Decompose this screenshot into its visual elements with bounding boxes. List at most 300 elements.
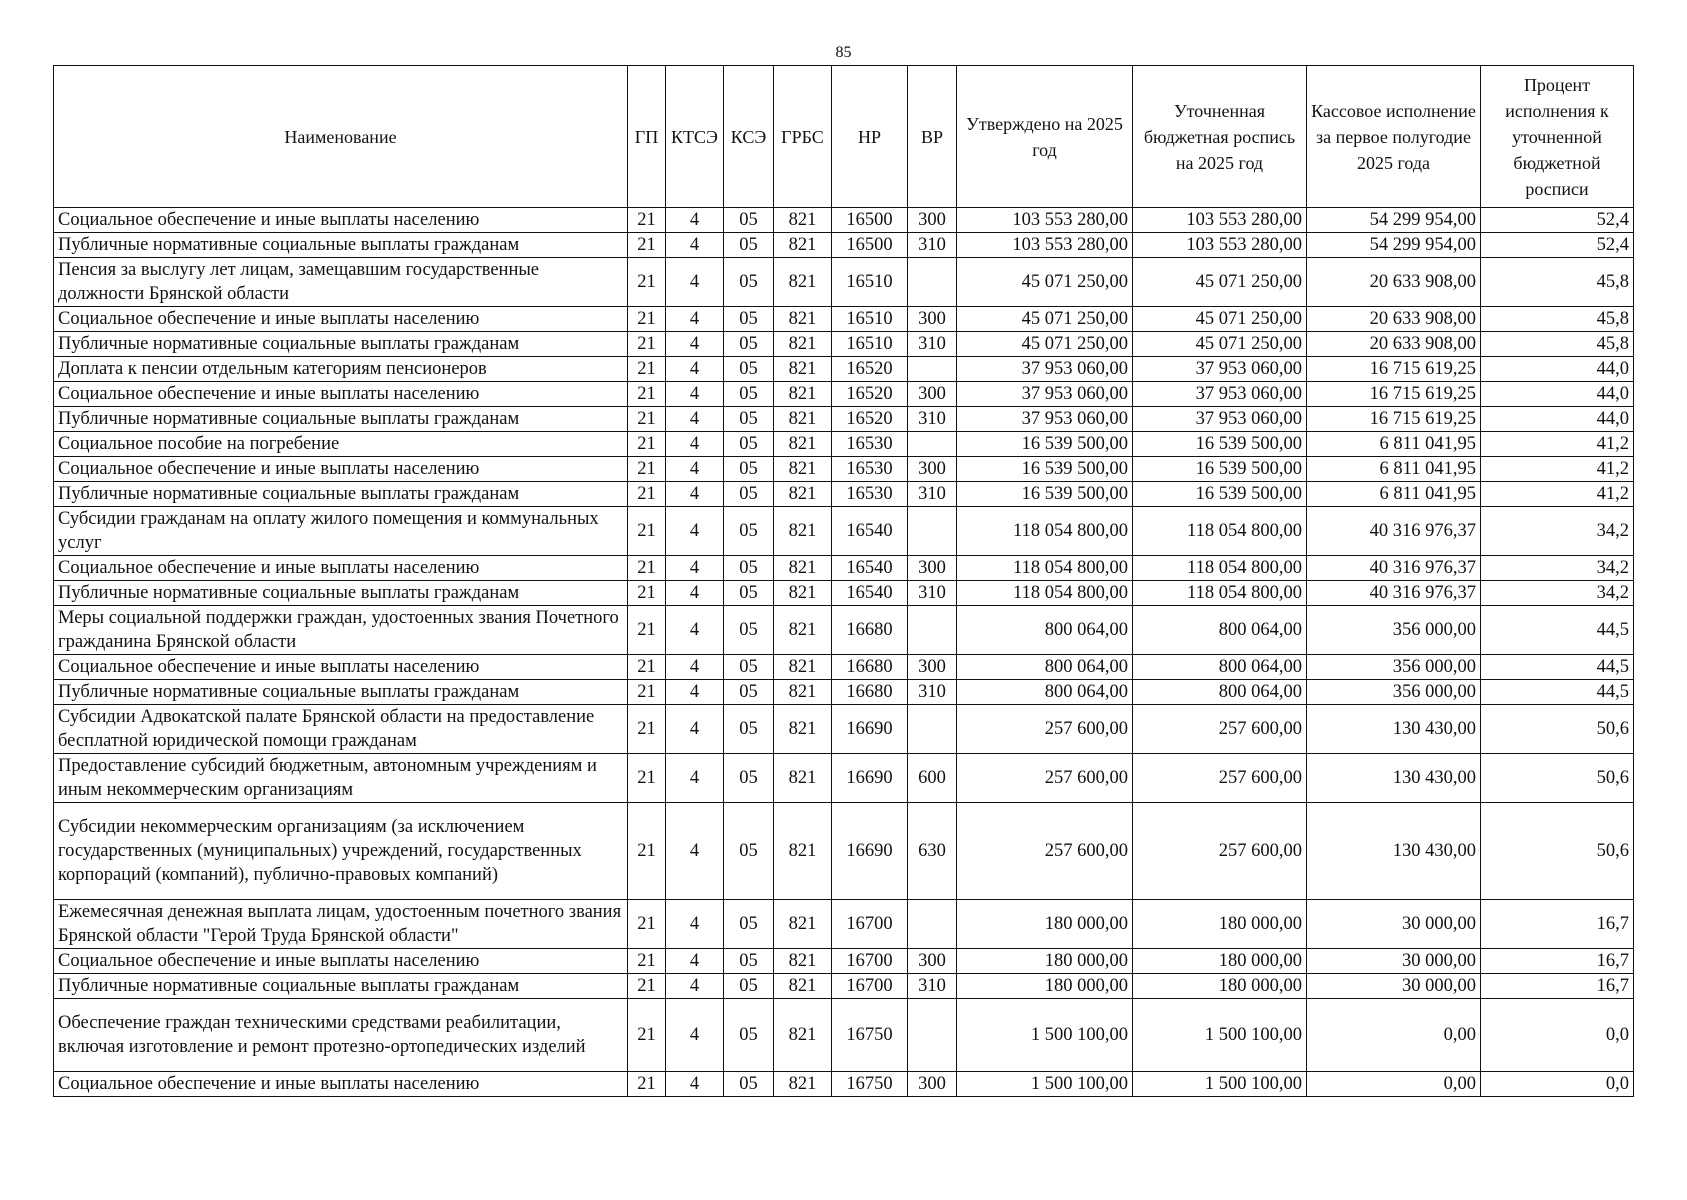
cell-grbs: 821	[774, 432, 832, 457]
cell-name: Социальное пособие на погребение	[54, 432, 628, 457]
header-name: Наименование	[54, 66, 628, 208]
cell-np: 16690	[832, 803, 908, 900]
cell-approved: 257 600,00	[957, 803, 1133, 900]
cell-percent: 34,2	[1481, 581, 1634, 606]
cell-name: Пенсия за выслугу лет лицам, замещавшим государственные должности Брянской области	[54, 258, 628, 307]
cell-vr	[908, 705, 957, 754]
cell-ktse: 4	[666, 507, 724, 556]
cell-vr: 310	[908, 974, 957, 999]
cell-cash: 356 000,00	[1307, 655, 1481, 680]
cell-grbs: 821	[774, 680, 832, 705]
cell-ktse: 4	[666, 233, 724, 258]
cell-np: 16520	[832, 382, 908, 407]
cell-gp: 21	[628, 258, 666, 307]
cell-name: Субсидии Адвокатской палате Брянской области на предоставление бесплатной юридической помощи гражданам	[54, 705, 628, 754]
cell-cash: 40 316 976,37	[1307, 507, 1481, 556]
cell-refined: 257 600,00	[1133, 754, 1307, 803]
cell-approved: 103 553 280,00	[957, 233, 1133, 258]
cell-vr	[908, 507, 957, 556]
table-row	[54, 705, 1634, 754]
cell-cash: 20 633 908,00	[1307, 332, 1481, 357]
cell-name: Социальное обеспечение и иные выплаты населению	[54, 457, 628, 482]
cell-refined: 800 064,00	[1133, 680, 1307, 705]
cell-cash: 20 633 908,00	[1307, 307, 1481, 332]
cell-gp: 21	[628, 754, 666, 803]
table-row	[54, 357, 1634, 382]
table-row	[54, 680, 1634, 705]
cell-grbs: 821	[774, 606, 832, 655]
cell-kse: 05	[724, 357, 774, 382]
table-row	[54, 949, 1634, 974]
cell-refined: 257 600,00	[1133, 705, 1307, 754]
cell-name: Публичные нормативные социальные выплаты гражданам	[54, 233, 628, 258]
cell-percent: 52,4	[1481, 233, 1634, 258]
cell-kse: 05	[724, 900, 774, 949]
cell-kse: 05	[724, 482, 774, 507]
cell-gp: 21	[628, 1072, 666, 1097]
cell-approved: 16 539 500,00	[957, 482, 1133, 507]
cell-ktse: 4	[666, 432, 724, 457]
cell-ktse: 4	[666, 457, 724, 482]
cell-vr: 300	[908, 1072, 957, 1097]
cell-np: 16750	[832, 1072, 908, 1097]
cell-grbs: 821	[774, 1072, 832, 1097]
cell-cash: 54 299 954,00	[1307, 208, 1481, 233]
cell-grbs: 821	[774, 332, 832, 357]
cell-percent: 0,0	[1481, 999, 1634, 1072]
table-row	[54, 900, 1634, 949]
cell-gp: 21	[628, 407, 666, 432]
cell-grbs: 821	[774, 705, 832, 754]
cell-np: 16750	[832, 999, 908, 1072]
cell-np: 16540	[832, 556, 908, 581]
cell-kse: 05	[724, 974, 774, 999]
cell-gp: 21	[628, 357, 666, 382]
cell-percent: 16,7	[1481, 949, 1634, 974]
cell-percent: 45,8	[1481, 307, 1634, 332]
cell-cash: 16 715 619,25	[1307, 382, 1481, 407]
cell-kse: 05	[724, 655, 774, 680]
cell-ktse: 4	[666, 332, 724, 357]
cell-name: Социальное обеспечение и иные выплаты населению	[54, 556, 628, 581]
cell-cash: 16 715 619,25	[1307, 357, 1481, 382]
cell-ktse: 4	[666, 581, 724, 606]
cell-approved: 16 539 500,00	[957, 432, 1133, 457]
cell-gp: 21	[628, 803, 666, 900]
cell-percent: 44,5	[1481, 655, 1634, 680]
cell-ktse: 4	[666, 680, 724, 705]
cell-grbs: 821	[774, 581, 832, 606]
cell-approved: 180 000,00	[957, 974, 1133, 999]
cell-vr: 600	[908, 754, 957, 803]
cell-name: Публичные нормативные социальные выплаты гражданам	[54, 581, 628, 606]
cell-refined: 37 953 060,00	[1133, 357, 1307, 382]
cell-vr: 300	[908, 457, 957, 482]
cell-np: 16700	[832, 900, 908, 949]
cell-grbs: 821	[774, 357, 832, 382]
cell-np: 16510	[832, 332, 908, 357]
cell-kse: 05	[724, 556, 774, 581]
table-row	[54, 803, 1634, 900]
cell-refined: 103 553 280,00	[1133, 233, 1307, 258]
cell-np: 16690	[832, 754, 908, 803]
table-row	[54, 482, 1634, 507]
cell-approved: 45 071 250,00	[957, 258, 1133, 307]
cell-ktse: 4	[666, 803, 724, 900]
cell-name: Социальное обеспечение и иные выплаты населению	[54, 1072, 628, 1097]
cell-grbs: 821	[774, 803, 832, 900]
cell-name: Меры социальной поддержки граждан, удостоенных звания Почетного гражданина Брянской области	[54, 606, 628, 655]
table-row	[54, 606, 1634, 655]
cell-percent: 44,5	[1481, 680, 1634, 705]
cell-cash: 356 000,00	[1307, 606, 1481, 655]
cell-np: 16530	[832, 432, 908, 457]
cell-ktse: 4	[666, 208, 724, 233]
cell-cash: 16 715 619,25	[1307, 407, 1481, 432]
cell-name: Предоставление субсидий бюджетным, автономным учреждениям и иным некоммерческим организациям	[54, 754, 628, 803]
cell-kse: 05	[724, 457, 774, 482]
cell-percent: 44,0	[1481, 382, 1634, 407]
budget-table	[53, 65, 1634, 1097]
cell-refined: 180 000,00	[1133, 974, 1307, 999]
cell-np: 16510	[832, 307, 908, 332]
cell-ktse: 4	[666, 705, 724, 754]
cell-kse: 05	[724, 949, 774, 974]
cell-cash: 30 000,00	[1307, 949, 1481, 974]
cell-np: 16520	[832, 357, 908, 382]
cell-percent: 34,2	[1481, 507, 1634, 556]
cell-kse: 05	[724, 233, 774, 258]
cell-vr	[908, 999, 957, 1072]
cell-approved: 180 000,00	[957, 949, 1133, 974]
cell-gp: 21	[628, 233, 666, 258]
header-cash: Кассовое исполнение за первое полугодие 2025 года	[1307, 66, 1481, 208]
cell-grbs: 821	[774, 208, 832, 233]
cell-ktse: 4	[666, 949, 724, 974]
cell-grbs: 821	[774, 974, 832, 999]
cell-ktse: 4	[666, 900, 724, 949]
cell-grbs: 821	[774, 900, 832, 949]
table-row	[54, 655, 1634, 680]
cell-kse: 05	[724, 307, 774, 332]
cell-np: 16700	[832, 949, 908, 974]
cell-approved: 257 600,00	[957, 754, 1133, 803]
cell-name: Публичные нормативные социальные выплаты гражданам	[54, 332, 628, 357]
cell-cash: 40 316 976,37	[1307, 581, 1481, 606]
cell-cash: 30 000,00	[1307, 974, 1481, 999]
cell-np: 16500	[832, 208, 908, 233]
cell-refined: 103 553 280,00	[1133, 208, 1307, 233]
table-header-row	[54, 66, 1634, 208]
table-row	[54, 556, 1634, 581]
cell-vr: 300	[908, 556, 957, 581]
cell-np: 16680	[832, 606, 908, 655]
cell-cash: 6 811 041,95	[1307, 432, 1481, 457]
cell-refined: 16 539 500,00	[1133, 482, 1307, 507]
cell-gp: 21	[628, 999, 666, 1072]
cell-percent: 16,7	[1481, 900, 1634, 949]
cell-gp: 21	[628, 482, 666, 507]
cell-kse: 05	[724, 680, 774, 705]
cell-ktse: 4	[666, 606, 724, 655]
table-row	[54, 999, 1634, 1072]
cell-np: 16540	[832, 581, 908, 606]
cell-name: Социальное обеспечение и иные выплаты населению	[54, 655, 628, 680]
cell-cash: 30 000,00	[1307, 900, 1481, 949]
cell-kse: 05	[724, 507, 774, 556]
cell-gp: 21	[628, 507, 666, 556]
cell-gp: 21	[628, 332, 666, 357]
cell-ktse: 4	[666, 556, 724, 581]
cell-approved: 800 064,00	[957, 606, 1133, 655]
table-row	[54, 258, 1634, 307]
cell-name: Публичные нормативные социальные выплаты гражданам	[54, 680, 628, 705]
cell-vr: 310	[908, 680, 957, 705]
cell-grbs: 821	[774, 999, 832, 1072]
cell-name: Доплата к пенсии отдельным категориям пенсионеров	[54, 357, 628, 382]
cell-refined: 37 953 060,00	[1133, 382, 1307, 407]
header-approved: Утверждено на 2025 год	[957, 66, 1133, 208]
table-row	[54, 407, 1634, 432]
cell-gp: 21	[628, 705, 666, 754]
table-row	[54, 432, 1634, 457]
header-percent: Процент исполнения к уточненной бюджетной росписи	[1481, 66, 1634, 208]
cell-kse: 05	[724, 754, 774, 803]
cell-ktse: 4	[666, 407, 724, 432]
cell-gp: 21	[628, 680, 666, 705]
cell-vr	[908, 357, 957, 382]
cell-gp: 21	[628, 900, 666, 949]
cell-vr: 630	[908, 803, 957, 900]
table-row	[54, 457, 1634, 482]
cell-cash: 40 316 976,37	[1307, 556, 1481, 581]
cell-approved: 37 953 060,00	[957, 407, 1133, 432]
cell-cash: 54 299 954,00	[1307, 233, 1481, 258]
cell-percent: 45,8	[1481, 332, 1634, 357]
cell-gp: 21	[628, 949, 666, 974]
cell-cash: 356 000,00	[1307, 680, 1481, 705]
cell-grbs: 821	[774, 655, 832, 680]
cell-ktse: 4	[666, 307, 724, 332]
cell-vr	[908, 432, 957, 457]
cell-np: 16530	[832, 457, 908, 482]
header-refined: Уточненная бюджетная роспись на 2025 год	[1133, 66, 1307, 208]
cell-grbs: 821	[774, 382, 832, 407]
cell-vr: 300	[908, 949, 957, 974]
cell-cash: 130 430,00	[1307, 705, 1481, 754]
cell-approved: 45 071 250,00	[957, 332, 1133, 357]
cell-grbs: 821	[774, 258, 832, 307]
page-number: 85	[835, 44, 852, 61]
header-np: НР	[832, 66, 908, 208]
cell-kse: 05	[724, 606, 774, 655]
cell-ktse: 4	[666, 382, 724, 407]
table-row	[54, 208, 1634, 233]
cell-refined: 1 500 100,00	[1133, 1072, 1307, 1097]
table-row	[54, 233, 1634, 258]
cell-grbs: 821	[774, 482, 832, 507]
cell-percent: 50,6	[1481, 705, 1634, 754]
cell-np: 16530	[832, 482, 908, 507]
cell-approved: 45 071 250,00	[957, 307, 1133, 332]
cell-percent: 41,2	[1481, 432, 1634, 457]
cell-approved: 16 539 500,00	[957, 457, 1133, 482]
cell-gp: 21	[628, 606, 666, 655]
cell-refined: 257 600,00	[1133, 803, 1307, 900]
cell-vr	[908, 606, 957, 655]
cell-name: Субсидии некоммерческим организациям (за исключением государственных (муниципальных) учреждений, государственных корпораций (компаний), публично-правовых компаний)	[54, 803, 628, 900]
cell-approved: 800 064,00	[957, 655, 1133, 680]
cell-name: Публичные нормативные социальные выплаты гражданам	[54, 974, 628, 999]
cell-grbs: 821	[774, 754, 832, 803]
cell-name: Социальное обеспечение и иные выплаты населению	[54, 307, 628, 332]
cell-gp: 21	[628, 307, 666, 332]
cell-percent: 16,7	[1481, 974, 1634, 999]
cell-refined: 800 064,00	[1133, 655, 1307, 680]
cell-ktse: 4	[666, 655, 724, 680]
cell-cash: 6 811 041,95	[1307, 482, 1481, 507]
table-row	[54, 332, 1634, 357]
header-vr: ВР	[908, 66, 957, 208]
cell-refined: 1 500 100,00	[1133, 999, 1307, 1072]
cell-refined: 45 071 250,00	[1133, 332, 1307, 357]
cell-gp: 21	[628, 655, 666, 680]
cell-gp: 21	[628, 974, 666, 999]
cell-percent: 41,2	[1481, 457, 1634, 482]
cell-np: 16510	[832, 258, 908, 307]
cell-kse: 05	[724, 705, 774, 754]
cell-vr: 310	[908, 581, 957, 606]
cell-grbs: 821	[774, 233, 832, 258]
cell-percent: 45,8	[1481, 258, 1634, 307]
cell-cash: 6 811 041,95	[1307, 457, 1481, 482]
cell-grbs: 821	[774, 457, 832, 482]
cell-ktse: 4	[666, 1072, 724, 1097]
cell-grbs: 821	[774, 556, 832, 581]
table-row	[54, 382, 1634, 407]
cell-vr: 310	[908, 482, 957, 507]
cell-cash: 130 430,00	[1307, 803, 1481, 900]
cell-percent: 44,0	[1481, 407, 1634, 432]
cell-approved: 37 953 060,00	[957, 357, 1133, 382]
cell-approved: 1 500 100,00	[957, 1072, 1133, 1097]
cell-cash: 20 633 908,00	[1307, 258, 1481, 307]
cell-grbs: 821	[774, 307, 832, 332]
cell-kse: 05	[724, 1072, 774, 1097]
cell-vr: 300	[908, 208, 957, 233]
cell-np: 16700	[832, 974, 908, 999]
cell-name: Обеспечение граждан техническими средствами реабилитации, включая изготовление и ремонт протезно-ортопедических изделий	[54, 999, 628, 1072]
cell-cash: 0,00	[1307, 1072, 1481, 1097]
cell-vr: 310	[908, 233, 957, 258]
cell-refined: 16 539 500,00	[1133, 432, 1307, 457]
cell-percent: 44,0	[1481, 357, 1634, 382]
cell-refined: 118 054 800,00	[1133, 507, 1307, 556]
cell-percent: 0,0	[1481, 1072, 1634, 1097]
header-kse: КСЭ	[724, 66, 774, 208]
table-row	[54, 974, 1634, 999]
cell-refined: 180 000,00	[1133, 949, 1307, 974]
table-body	[54, 208, 1634, 1097]
cell-approved: 37 953 060,00	[957, 382, 1133, 407]
cell-kse: 05	[724, 581, 774, 606]
cell-approved: 118 054 800,00	[957, 507, 1133, 556]
cell-kse: 05	[724, 382, 774, 407]
cell-ktse: 4	[666, 999, 724, 1072]
cell-vr: 300	[908, 655, 957, 680]
cell-kse: 05	[724, 803, 774, 900]
cell-percent: 50,6	[1481, 803, 1634, 900]
cell-np: 16680	[832, 680, 908, 705]
cell-vr: 300	[908, 307, 957, 332]
table-row	[54, 754, 1634, 803]
cell-np: 16690	[832, 705, 908, 754]
cell-percent: 34,2	[1481, 556, 1634, 581]
cell-grbs: 821	[774, 507, 832, 556]
cell-percent: 44,5	[1481, 606, 1634, 655]
cell-vr	[908, 258, 957, 307]
cell-refined: 45 071 250,00	[1133, 258, 1307, 307]
cell-gp: 21	[628, 556, 666, 581]
table-row	[54, 1072, 1634, 1097]
cell-np: 16680	[832, 655, 908, 680]
cell-name: Социальное обеспечение и иные выплаты населению	[54, 208, 628, 233]
cell-approved: 800 064,00	[957, 680, 1133, 705]
cell-name: Социальное обеспечение и иные выплаты населению	[54, 949, 628, 974]
cell-approved: 118 054 800,00	[957, 556, 1133, 581]
cell-approved: 103 553 280,00	[957, 208, 1133, 233]
cell-ktse: 4	[666, 482, 724, 507]
header-gp: ГП	[628, 66, 666, 208]
cell-refined: 37 953 060,00	[1133, 407, 1307, 432]
table-row	[54, 307, 1634, 332]
cell-ktse: 4	[666, 754, 724, 803]
table-row	[54, 507, 1634, 556]
cell-name: Социальное обеспечение и иные выплаты населению	[54, 382, 628, 407]
cell-refined: 180 000,00	[1133, 900, 1307, 949]
cell-np: 16520	[832, 407, 908, 432]
cell-vr	[908, 900, 957, 949]
cell-kse: 05	[724, 208, 774, 233]
cell-grbs: 821	[774, 949, 832, 974]
cell-gp: 21	[628, 432, 666, 457]
cell-approved: 180 000,00	[957, 900, 1133, 949]
cell-kse: 05	[724, 407, 774, 432]
cell-name: Ежемесячная денежная выплата лицам, удостоенным почетного звания Брянской области "Герой Труда Брянской области"	[54, 900, 628, 949]
cell-grbs: 821	[774, 407, 832, 432]
cell-refined: 118 054 800,00	[1133, 581, 1307, 606]
cell-name: Субсидии гражданам на оплату жилого помещения и коммунальных услуг	[54, 507, 628, 556]
cell-cash: 0,00	[1307, 999, 1481, 1072]
cell-ktse: 4	[666, 258, 724, 307]
cell-refined: 118 054 800,00	[1133, 556, 1307, 581]
cell-percent: 52,4	[1481, 208, 1634, 233]
cell-vr: 310	[908, 332, 957, 357]
cell-vr: 300	[908, 382, 957, 407]
cell-ktse: 4	[666, 357, 724, 382]
cell-percent: 50,6	[1481, 754, 1634, 803]
table-row	[54, 581, 1634, 606]
cell-name: Публичные нормативные социальные выплаты гражданам	[54, 407, 628, 432]
cell-cash: 130 430,00	[1307, 754, 1481, 803]
cell-name: Публичные нормативные социальные выплаты гражданам	[54, 482, 628, 507]
cell-approved: 118 054 800,00	[957, 581, 1133, 606]
cell-np: 16500	[832, 233, 908, 258]
cell-ktse: 4	[666, 974, 724, 999]
cell-refined: 16 539 500,00	[1133, 457, 1307, 482]
cell-gp: 21	[628, 208, 666, 233]
cell-gp: 21	[628, 457, 666, 482]
